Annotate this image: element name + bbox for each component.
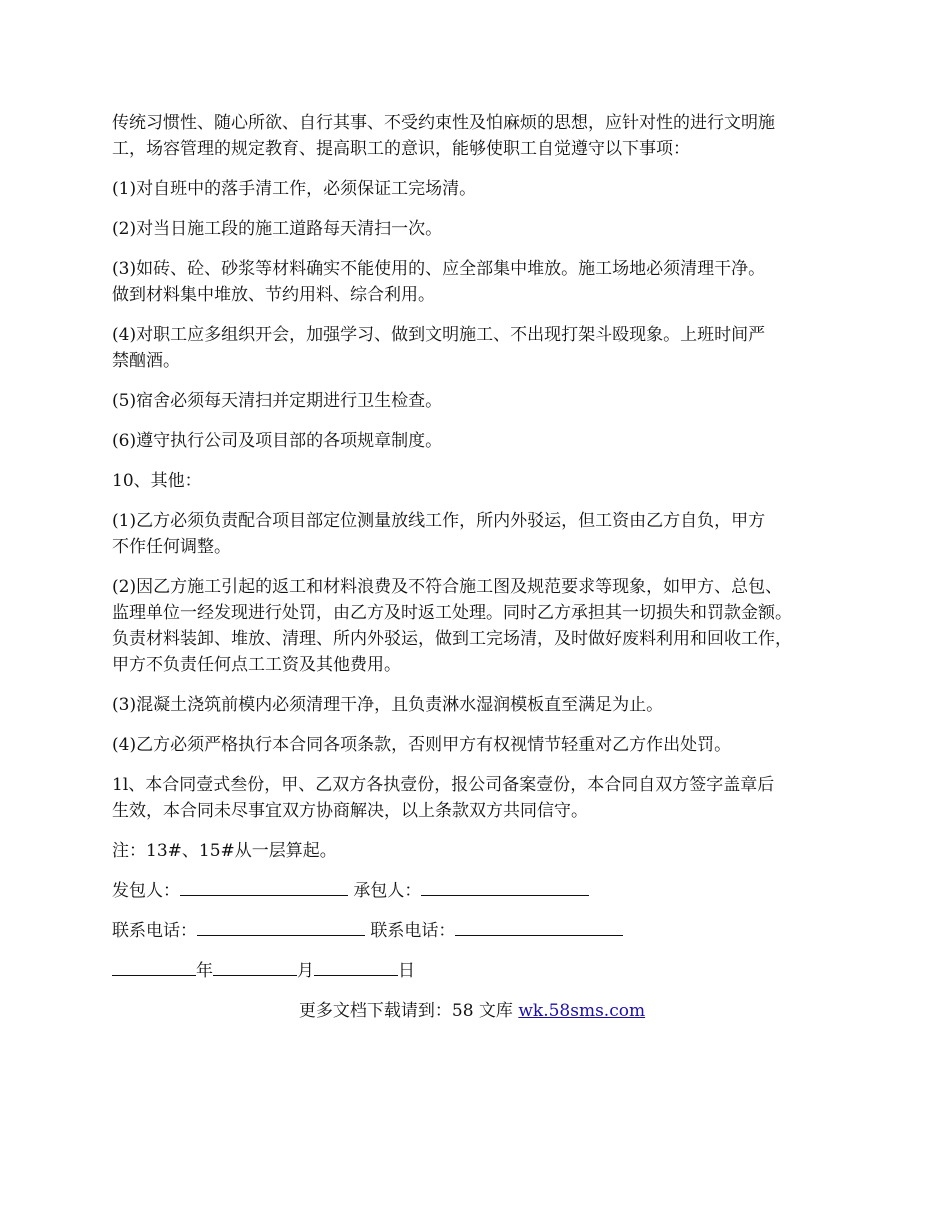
paragraph-line: 传统习惯性、随心所欲、自行其事、不受约束性及怕麻烦的思想，应针对性的进行文明施 (112, 113, 775, 133)
paragraph (112, 110, 852, 162)
paragraph-line: (6)遵守执行公司及项目部的各项规章制度。 (112, 431, 443, 451)
phone-label-1: 联系电话： (112, 921, 197, 941)
paragraph-line: (4)对职工应多组织开会，加强学习、做到文明施工、不出现打架斗殴现象。上班时间严 (112, 325, 766, 345)
subcontractor-label: 承包人： (353, 881, 422, 901)
year-label: 年 (196, 961, 213, 981)
paragraph-line: 负责材料装卸、堆放、清理、所内外驳运，做到工完场清，及时做好废料利用和回收工作， (112, 629, 792, 649)
paragraph (112, 732, 852, 758)
phone-label-2: 联系电话： (370, 921, 456, 941)
paragraph-line: 注：13#、15#从一层算起。 (112, 841, 337, 861)
paragraph-line: 10、其他： (112, 471, 202, 491)
paragraph (112, 216, 852, 242)
paragraph-line: (3)如砖、砼、砂浆等材料确实不能使用的、应全部集中堆放。施工场地必须清理干净。 (112, 259, 766, 279)
paragraph (112, 508, 852, 560)
paragraph-line: (1)对自班中的落手清工作，必须保证工完场清。 (112, 179, 477, 199)
year-blank (112, 958, 196, 976)
paragraph-line: 生效，本合同未尽事宜双方协商解决，以上条款双方共同信守。 (112, 801, 588, 821)
paragraph (112, 838, 852, 864)
paragraph-list (112, 110, 852, 864)
signature-phone-line (112, 918, 852, 944)
paragraph-line: 禁酗酒。 (112, 351, 180, 371)
paragraph (112, 692, 852, 718)
paragraph-line: (5)宿舍必须每天清扫并定期进行卫生检查。 (112, 391, 443, 411)
paragraph-line: 不作任何调整。 (112, 537, 231, 557)
paragraph (112, 428, 852, 454)
document-body (112, 110, 852, 1024)
paragraph (112, 388, 852, 414)
paragraph (112, 176, 852, 202)
paragraph-line: 1l、本合同壹式叁份，甲、乙双方各执壹份，报公司备案壹份，本合同自双方签字盖章后 (112, 775, 775, 795)
paragraph (112, 574, 852, 678)
paragraph (112, 322, 852, 374)
paragraph-line: 工，场容管理的规定教育、提高职工的意识，能够使职工自觉遵守以下事项： (112, 139, 690, 159)
footer-prefix: 更多文档下载请到：58 文库 (298, 1001, 519, 1021)
phone-blank-1 (197, 918, 365, 936)
paragraph-line: (4)乙方必须严格执行本合同各项条款，否则甲方有权视情节轻重对乙方作出处罚。 (112, 735, 732, 755)
footer-link[interactable]: wk.58sms.com (518, 1001, 646, 1021)
day-label: 日 (398, 961, 415, 981)
day-blank (314, 958, 398, 976)
paragraph-line: 监理单位一经发现进行处罚，由乙方及时返工处理。同时乙方承担其一切损失和罚款金额。 (112, 603, 792, 623)
paragraph-line: 甲方不负责任何点工工资及其他费用。 (112, 655, 401, 675)
contractor-signature-blank (180, 878, 348, 896)
month-label: 月 (297, 961, 314, 981)
paragraph-line: (2)对当日施工段的施工道路每天清扫一次。 (112, 219, 443, 239)
paragraph (112, 256, 852, 308)
paragraph-line: (3)混凝土浇筑前模内必须清理干净，且负责淋水湿润模板直至满足为止。 (112, 695, 664, 715)
paragraph-line: (1)乙方必须负责配合项目部定位测量放线工作，所内外驳运，但工资由乙方自负，甲方 (112, 511, 766, 531)
subcontractor-signature-blank (421, 878, 589, 896)
footer-download-note (112, 998, 832, 1024)
contractor-label: 发包人： (112, 881, 180, 901)
paragraph-line: (2)因乙方施工引起的返工和材料浪费及不符合施工图及规范要求等现象，如甲方、总包、 (112, 577, 783, 597)
paragraph (112, 468, 852, 494)
month-blank (213, 958, 297, 976)
signature-date-line (112, 958, 852, 984)
phone-blank-2 (455, 918, 623, 936)
signature-parties-line (112, 878, 852, 904)
paragraph-line: 做到材料集中堆放、节约用料、综合利用。 (112, 285, 435, 305)
paragraph (112, 772, 852, 824)
